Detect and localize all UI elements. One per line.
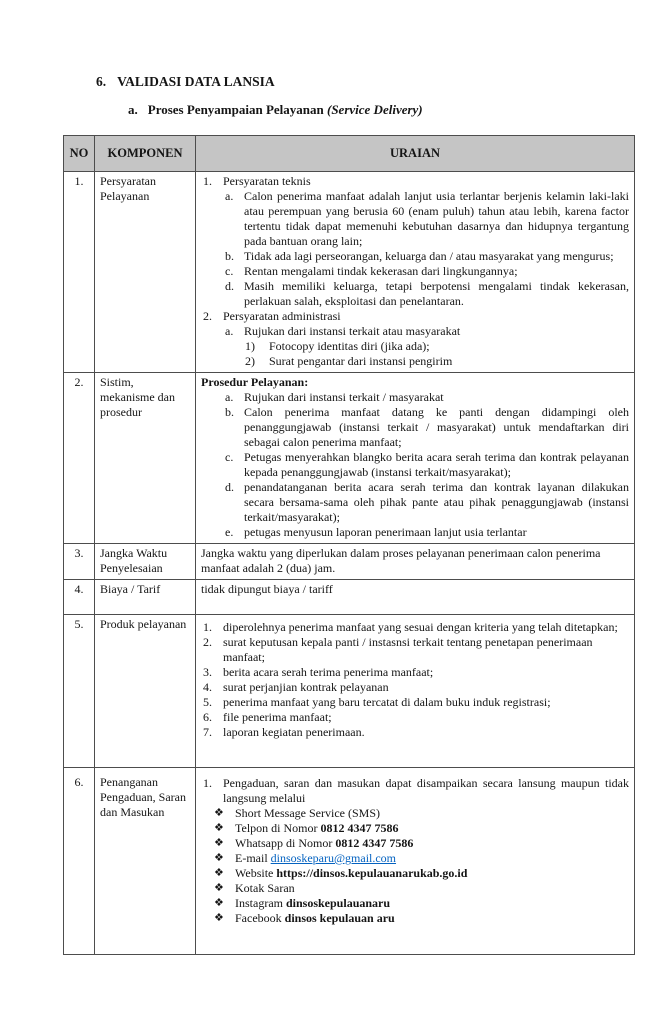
diamond-bullet-icon: ❖ (214, 852, 224, 864)
item-text: Calon penerima manfaat datang ke panti dengan didampingi oleh penanggungjawab (instansi terkait / masyarakat) untuk mendaftarkan diri sebagai calon penerima manfaat; (244, 405, 629, 449)
item-text: laporan kegiatan penerimaan. (223, 725, 365, 739)
plain-text: Whatsapp di Nomor (235, 836, 336, 850)
table-row (64, 544, 635, 580)
item-text (235, 836, 413, 850)
plain-text: Short Message Service (SMS) (235, 806, 380, 820)
bullet-item (213, 806, 629, 821)
item-text: Calon penerima manfaat adalah lanjut usia terlantar berjenis kelamin laki-laki atau perempuan yang berusia 60 (enam puluh) tahun atau lebih, karena factor tertentu tidak dapat memenuhi kebutuhan dasarnya dan hidupnya tergantung pada bantuan orang lain; (244, 189, 629, 248)
item-text: Prosedur Pelayanan: (201, 375, 309, 389)
komponen-cell: Penanganan Pengaduan, Saran dan Masukan (95, 768, 196, 955)
list-item (201, 620, 629, 635)
komponen-cell: Biaya / Tarif (95, 580, 196, 615)
header-uraian: URAIAN (196, 136, 635, 172)
list-item (201, 725, 629, 740)
uraian-cell (196, 172, 635, 373)
item-text: surat perjanjian kontrak pelayanan (223, 680, 389, 694)
list-marker: c. (225, 264, 234, 278)
list-marker: 1) (245, 339, 255, 353)
komponen-cell: Produk pelayanan (95, 615, 196, 768)
item-text: penerima manfaat yang baru tercatat di dalam buku induk registrasi; (223, 695, 551, 709)
email-link[interactable]: dinsoskeparu@gmail.com (270, 851, 397, 865)
table-row (64, 615, 635, 768)
uraian-cell (196, 768, 635, 955)
item-text (235, 911, 395, 925)
item-text: Persyaratan administrasi (223, 309, 341, 323)
row-number-cell: 6. (64, 768, 95, 955)
uraian-cell (196, 373, 635, 544)
list-marker: 2. (203, 309, 212, 323)
plain-text: Facebook (235, 911, 285, 925)
table-row (64, 172, 635, 373)
list-item (244, 339, 629, 354)
item-text: Petugas menyerahkan blangko berita acara serah terima dan kontrak pelayanan kepada penanggungjawab (instansi terkait/masyarakat); (244, 450, 629, 479)
paragraph (201, 546, 629, 576)
list-marker: b. (225, 405, 234, 419)
list-item (223, 405, 629, 450)
table-header-row (64, 136, 635, 172)
item-text: penandatanganan berita acara serah terima dan kontrak layanan dilakukan secara bersama-sama oleh pihak pante atau pihak penaggungjawab (instansi terkait/masyarakat); (244, 480, 629, 524)
list-marker: c. (225, 450, 234, 464)
plain-text: Telpon di Nomor (235, 821, 321, 835)
item-text: berita acara serah terima penerima manfaat; (223, 665, 434, 679)
list-item (201, 776, 629, 806)
komponen-cell: Jangka Waktu Penyelesaian (95, 544, 196, 580)
subsection-title: Proses Penyampaian Pelayanan (147, 102, 324, 117)
item-text: Rentan mengalami tindak kekerasan dari lingkungannya; (244, 264, 518, 278)
diamond-bullet-icon: ❖ (214, 822, 224, 834)
bullet-item (213, 836, 629, 851)
item-text: file penerima manfaat; (223, 710, 332, 724)
bold-heading (201, 375, 629, 390)
header-komponen: KOMPONEN (95, 136, 196, 172)
bullet-item (213, 896, 629, 911)
diamond-bullet-icon: ❖ (214, 867, 224, 879)
list-item (223, 324, 629, 339)
list-marker: e. (225, 525, 234, 539)
subsection-title-italic: (Service Delivery) (327, 102, 423, 117)
bold-text: 0812 4347 7586 (320, 821, 399, 835)
item-text: Persyaratan teknis (223, 174, 311, 188)
list-marker: 2. (203, 635, 212, 649)
table-row (64, 580, 635, 615)
bold-text: dinsos kepulauan aru (284, 911, 395, 925)
subsection-letter: a. (128, 102, 138, 117)
komponen-cell: Sistim, mekanisme dan prosedur (95, 373, 196, 544)
list-marker: 2) (245, 354, 255, 368)
uraian-cell (196, 580, 635, 615)
item-text: Pengaduan, saran dan masukan dapat disampaikan secara lansung maupun tidak langsung melalui (223, 776, 629, 805)
list-item (244, 354, 629, 369)
list-marker: 1. (203, 776, 212, 790)
item-text: Jangka waktu yang diperlukan dalam proses pelayanan penerimaan calon penerima manfaat adalah 2 (dua) jam. (201, 546, 601, 575)
list-item (201, 710, 629, 725)
table-row (64, 373, 635, 544)
bold-text: dinsoskepulauanaru (285, 896, 391, 910)
list-marker: a. (225, 390, 234, 404)
bold-text: 0812 4347 7586 (335, 836, 414, 850)
service-table-body (64, 172, 635, 955)
paragraph (201, 582, 629, 597)
row-number-cell: 3. (64, 544, 95, 580)
item-text: petugas menyusun laporan penerimaan lanjut usia terlantar (244, 525, 527, 539)
list-item (223, 390, 629, 405)
list-item (223, 450, 629, 480)
list-marker: d. (225, 480, 234, 494)
list-item (223, 279, 629, 309)
row-number-cell: 4. (64, 580, 95, 615)
list-marker: 6. (203, 710, 212, 724)
service-standard-table (63, 135, 635, 955)
list-item (223, 480, 629, 525)
section-title: VALIDASI DATA LANSIA (117, 74, 275, 89)
item-text: surat keputusan kepala panti / instasnsi terkait tentang penetapan penerimaan manfaat; (223, 635, 593, 664)
list-item (201, 695, 629, 710)
row-number-cell: 1. (64, 172, 95, 373)
list-item (201, 680, 629, 695)
item-text (235, 896, 390, 910)
diamond-bullet-icon: ❖ (214, 807, 224, 819)
bullet-item (213, 866, 629, 881)
list-marker: 4. (203, 680, 212, 694)
item-text: Rujukan dari instansi terkait / masyarakat (244, 390, 444, 404)
plain-text: Kotak Saran (235, 881, 295, 895)
list-item (201, 174, 629, 189)
bold-text: https://dinsos.kepulauanarukab.go.id (276, 866, 468, 880)
item-text (235, 821, 398, 835)
item-text: tidak dipungut biaya / tariff (201, 582, 333, 596)
list-marker: a. (225, 189, 234, 203)
uraian-cell (196, 615, 635, 768)
list-item (223, 249, 629, 264)
section-number: 6. (96, 74, 107, 89)
list-item (201, 635, 629, 665)
list-marker: 5. (203, 695, 212, 709)
item-text: Masih memiliki keluarga, tetapi berpotensi mengalami tindak kekerasan, perlakuan salah, eksploitasi dan penelantaran. (244, 279, 629, 308)
plain-text: Instagram (235, 896, 286, 910)
list-marker: d. (225, 279, 234, 293)
list-marker: 1. (203, 620, 212, 634)
bullet-item (213, 881, 629, 896)
list-item (201, 665, 629, 680)
row-number-cell: 5. (64, 615, 95, 768)
diamond-bullet-icon: ❖ (214, 882, 224, 894)
item-text: diperolehnya penerima manfaat yang sesuai dengan kriteria yang telah ditetapkan; (223, 620, 618, 634)
item-text (235, 806, 380, 820)
item-text (235, 866, 467, 880)
list-item (223, 189, 629, 249)
section-heading (96, 74, 667, 90)
list-item (223, 264, 629, 279)
item-text: Rujukan dari instansi terkait atau masyarakat (244, 324, 461, 338)
item-text (235, 881, 295, 895)
table-row (64, 768, 635, 955)
list-marker: a. (225, 324, 234, 338)
plain-text: E-mail (235, 851, 271, 865)
list-marker: b. (225, 249, 234, 263)
header-no: NO (64, 136, 95, 172)
list-marker: 1. (203, 174, 212, 188)
list-item (201, 309, 629, 324)
list-item (223, 525, 629, 540)
item-text: Tidak ada lagi perseorangan, keluarga dan / atau masyarakat yang mengurus; (244, 249, 614, 263)
item-text: Surat pengantar dari instansi pengirim (269, 354, 453, 368)
list-marker: 7. (203, 725, 212, 739)
diamond-bullet-icon: ❖ (214, 897, 224, 909)
subsection-heading (128, 102, 667, 118)
item-text (235, 851, 396, 865)
bullet-item (213, 911, 629, 926)
diamond-bullet-icon: ❖ (214, 912, 224, 924)
item-text: Fotocopy identitas diri (jika ada); (269, 339, 430, 353)
list-marker: 3. (203, 665, 212, 679)
diamond-bullet-icon: ❖ (214, 837, 224, 849)
komponen-cell: Persyaratan Pelayanan (95, 172, 196, 373)
bullet-item (213, 851, 629, 866)
row-number-cell: 2. (64, 373, 95, 544)
bullet-item (213, 821, 629, 836)
uraian-cell (196, 544, 635, 580)
plain-text: Website (235, 866, 277, 880)
